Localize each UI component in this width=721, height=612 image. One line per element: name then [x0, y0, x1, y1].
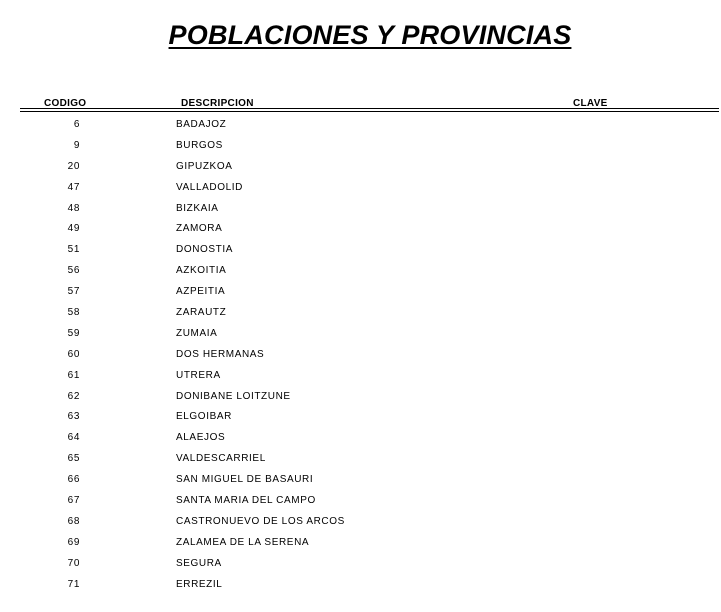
cell-codigo: 58 [67, 307, 80, 319]
cell-descripcion: ALAEJOS [176, 432, 226, 444]
cell-codigo: 48 [67, 202, 80, 214]
table-row [0, 365, 721, 386]
table-row [0, 532, 721, 553]
cell-descripcion: DONOSTIA [176, 244, 234, 256]
cell-descripcion: VALDESCARRIEL [176, 453, 266, 465]
cell-descripcion: ZALAMEA DE LA SERENA [176, 536, 310, 548]
header-divider-top [20, 108, 719, 109]
report-table-body [0, 114, 721, 594]
report-title: POBLACIONES Y PROVINCIAS [168, 20, 572, 50]
table-row [0, 302, 721, 323]
table-row [0, 198, 721, 219]
cell-descripcion: AZPEITIA [176, 286, 226, 298]
table-row [0, 511, 721, 532]
column-header-descripcion: DESCRIPCION [181, 98, 254, 109]
table-row [0, 574, 721, 595]
table-row [0, 177, 721, 198]
cell-codigo: 65 [67, 453, 80, 465]
table-row [0, 156, 721, 177]
cell-codigo: 6 [73, 119, 80, 130]
cell-descripcion: SEGURA [176, 557, 222, 569]
cell-descripcion: GIPUZKOA [176, 160, 233, 172]
cell-codigo: 69 [67, 536, 80, 548]
cell-codigo: 66 [67, 474, 80, 486]
cell-descripcion: BURGOS [176, 139, 223, 151]
header-divider-bottom [20, 111, 719, 112]
table-row [0, 469, 721, 490]
table-row [0, 260, 721, 281]
table-row [0, 386, 721, 407]
cell-codigo: 49 [67, 223, 80, 235]
table-row [0, 406, 721, 427]
cell-codigo: 57 [67, 286, 80, 298]
table-row [0, 135, 721, 156]
table-row [0, 553, 721, 574]
cell-descripcion: ZUMAIA [176, 327, 218, 339]
cell-descripcion: CASTRONUEVO DE LOS ARCOS [176, 515, 345, 527]
cell-descripcion: ZARAUTZ [176, 307, 227, 319]
cell-descripcion: ELGOIBAR [176, 411, 232, 423]
cell-codigo: 9 [73, 139, 80, 151]
cell-descripcion: BADAJOZ [176, 119, 227, 130]
cell-codigo: 68 [67, 515, 80, 527]
table-row [0, 281, 721, 302]
column-header-clave: CLAVE [573, 98, 608, 109]
column-header-codigo: CODIGO [44, 98, 87, 109]
cell-codigo: 59 [67, 327, 80, 339]
cell-codigo: 70 [67, 557, 80, 569]
cell-descripcion: ZAMORA [176, 223, 223, 235]
cell-descripcion: VALLADOLID [176, 181, 243, 193]
cell-descripcion: AZKOITIA [176, 265, 227, 277]
cell-codigo: 47 [67, 181, 80, 193]
cell-codigo: 71 [67, 578, 80, 590]
cell-descripcion: BIZKAIA [176, 202, 219, 214]
cell-descripcion: ERREZIL [176, 578, 223, 590]
table-row [0, 323, 721, 344]
table-row [0, 427, 721, 448]
cell-codigo: 61 [67, 369, 80, 381]
cell-codigo: 51 [67, 244, 80, 256]
cell-codigo: 67 [67, 495, 80, 507]
cell-codigo: 62 [67, 390, 80, 402]
cell-descripcion: UTRERA [176, 369, 221, 381]
cell-codigo: 60 [67, 348, 80, 360]
cell-codigo: 63 [67, 411, 80, 423]
table-row [0, 114, 721, 135]
table-row [0, 239, 721, 260]
cell-codigo: 56 [67, 265, 80, 277]
table-row [0, 490, 721, 511]
cell-descripcion: DOS HERMANAS [176, 348, 265, 360]
cell-codigo: 20 [67, 160, 80, 172]
cell-descripcion: DONIBANE LOITZUNE [176, 390, 291, 402]
table-row [0, 218, 721, 239]
cell-codigo: 64 [67, 432, 80, 444]
cell-descripcion: SANTA MARIA DEL CAMPO [176, 495, 316, 507]
cell-descripcion: SAN MIGUEL DE BASAURI [176, 474, 314, 486]
table-row [0, 448, 721, 469]
table-row [0, 344, 721, 365]
